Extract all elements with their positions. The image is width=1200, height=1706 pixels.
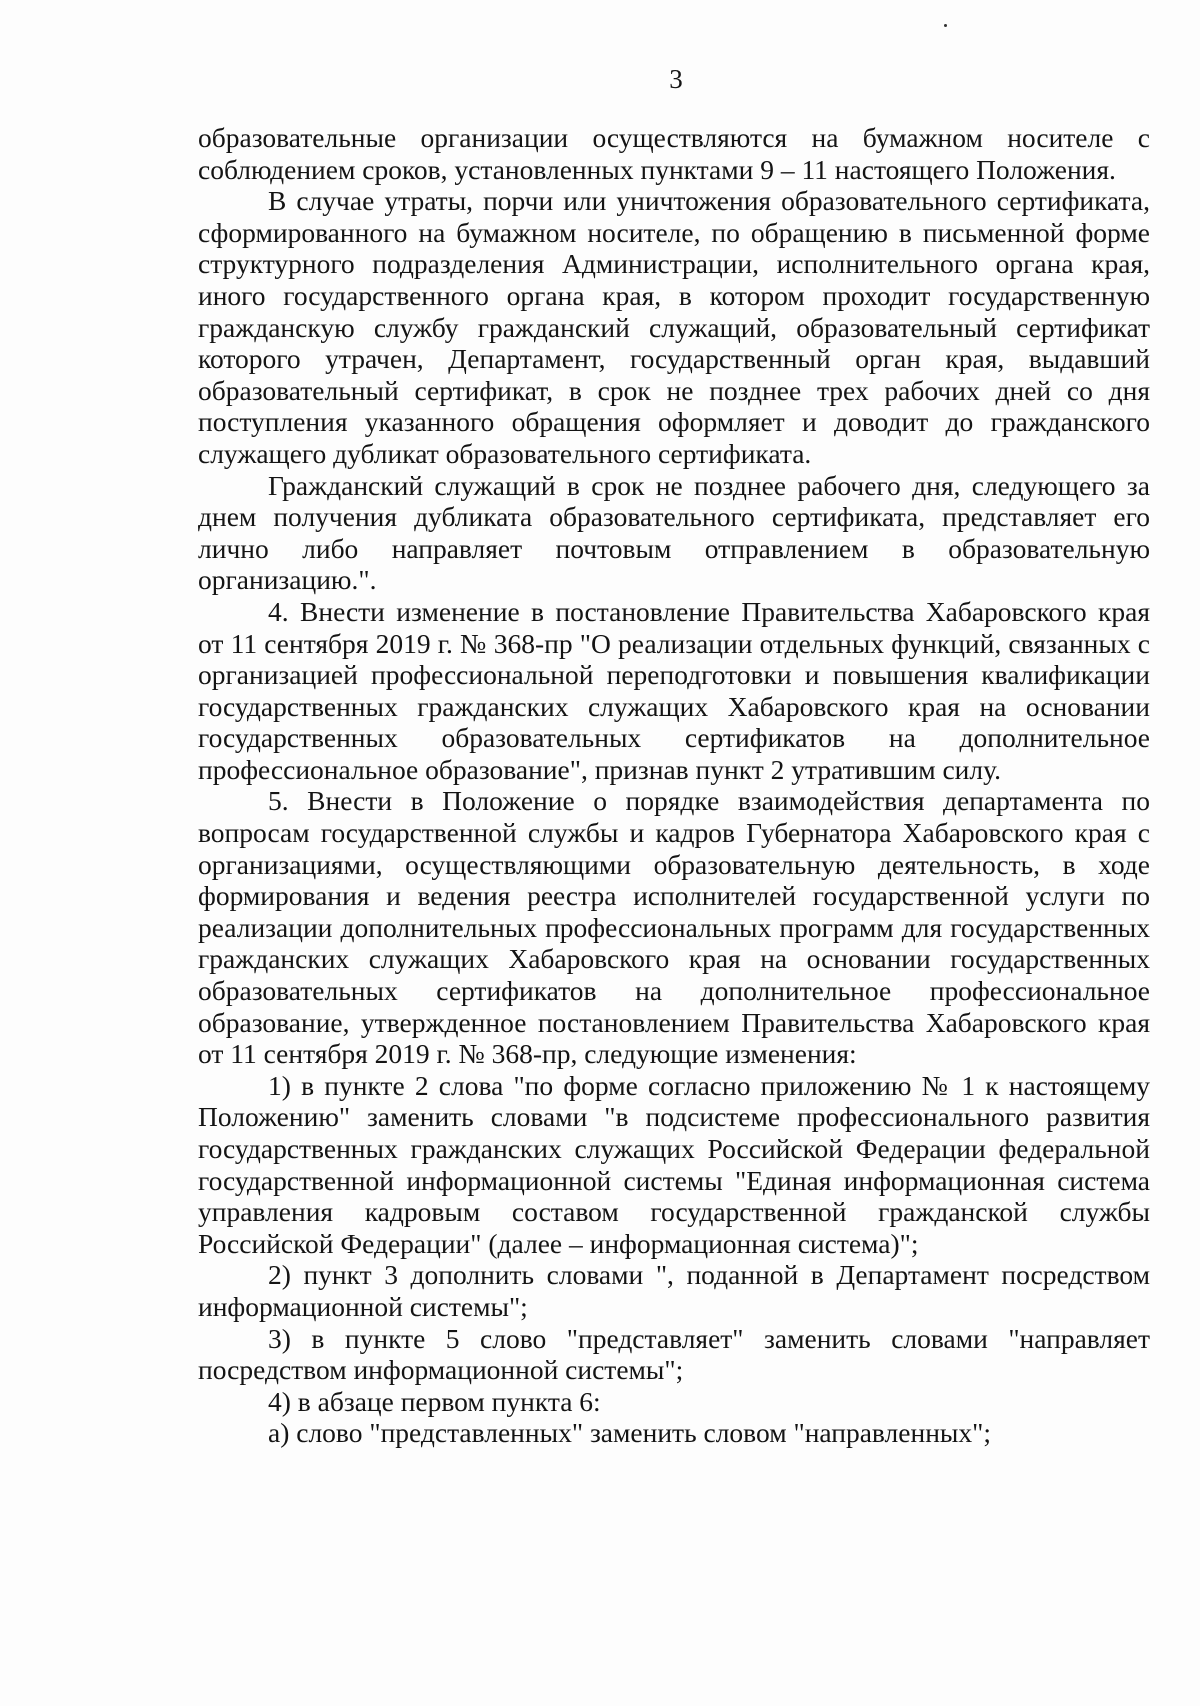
page-number: 3	[669, 64, 683, 94]
scan-speck	[944, 24, 947, 27]
subitem-3: 3) в пункте 5 слово "представляет" заменить словами "направляет посредством информационной системы";	[198, 1322, 1150, 1386]
paragraph-continuation: образовательные организации осуществляются на бумажном носителе с соблюдением сроков, установленных пунктами 9 – 11 настоящего Положения.	[198, 122, 1150, 185]
paragraph-item-5: 5. Внести в Положение о порядке взаимодействия департамента по вопросам государственной службы и кадров Губернатора Хабаровского края с организациями, осуществляющими образовательную деятельность, в ходе формирования и ведения реестра исполнителей государственной услуги по реализации дополнительных профессиональных программ для государственных гражданских служащих Хабаровского края на основании государственных образовательных сертификатов на дополнительное профессиональное образование, утвержденное постановлением Правительства Хабаровского края от 11 сентября 2019 г. № 368-пр, следующие изменения:	[198, 785, 1150, 1070]
paragraph-civil-servant-duty: Гражданский служащий в срок не позднее рабочего дня, следующего за днем получения дубликата образовательного сертификата, представляет его лично либо направляет почтовым отправлением в образовательную организацию.".	[198, 469, 1150, 596]
subitem-4: 4) в абзаце первом пункта 6:	[268, 1385, 601, 1417]
subitem-2: 2) пункт 3 дополнить словами ", поданной в Департамент посредством информационной системы";	[198, 1259, 1150, 1322]
subitem-4-a: а) слово "представленных" заменить словом "направленных";	[268, 1417, 992, 1449]
paragraph-item-4: 4. Внести изменение в постановление Правительства Хабаровского края от 11 сентября 2019 г. № 368-пр "О реализации отдельных функций, связанных с организацией профессиональной переподготовки и повышения квалификации государственных гражданских служащих Хабаровского края на основании государственных образовательных сертификатов на дополнительное профессиональное образование", признав пункт 2 утратившим силу.	[198, 595, 1150, 785]
document-body	[198, 122, 1150, 1449]
subitem-1: 1) в пункте 2 слова "по форме согласно приложению № 1 к настоящему Положению" заменить словами "в подсистеме профессионального развития государственных гражданских служащих Российской Федерации федеральной государственной информационной системы "Единая информационная система управления кадровым составом государственной гражданской службы Российской Федерации" (далее – информационная система)";	[198, 1069, 1150, 1259]
paragraph-duplicate-certificate: В случае утраты, порчи или уничтожения образовательного сертификата, сформированного на бумажном носителе, по обращению в письменной форме структурного подразделения Администрации, исполнительного органа края, иного государственного органа края, в котором проходит государственную гражданскую службу гражданский служащий, образовательный сертификат которого утрачен, Департамент, государственный орган края, выдавший образовательный сертификат, в срок не позднее трех рабочих дней со дня поступления указанного обращения оформляет и доводит до гражданского служащего дубликат образовательного сертификата.	[198, 185, 1150, 469]
